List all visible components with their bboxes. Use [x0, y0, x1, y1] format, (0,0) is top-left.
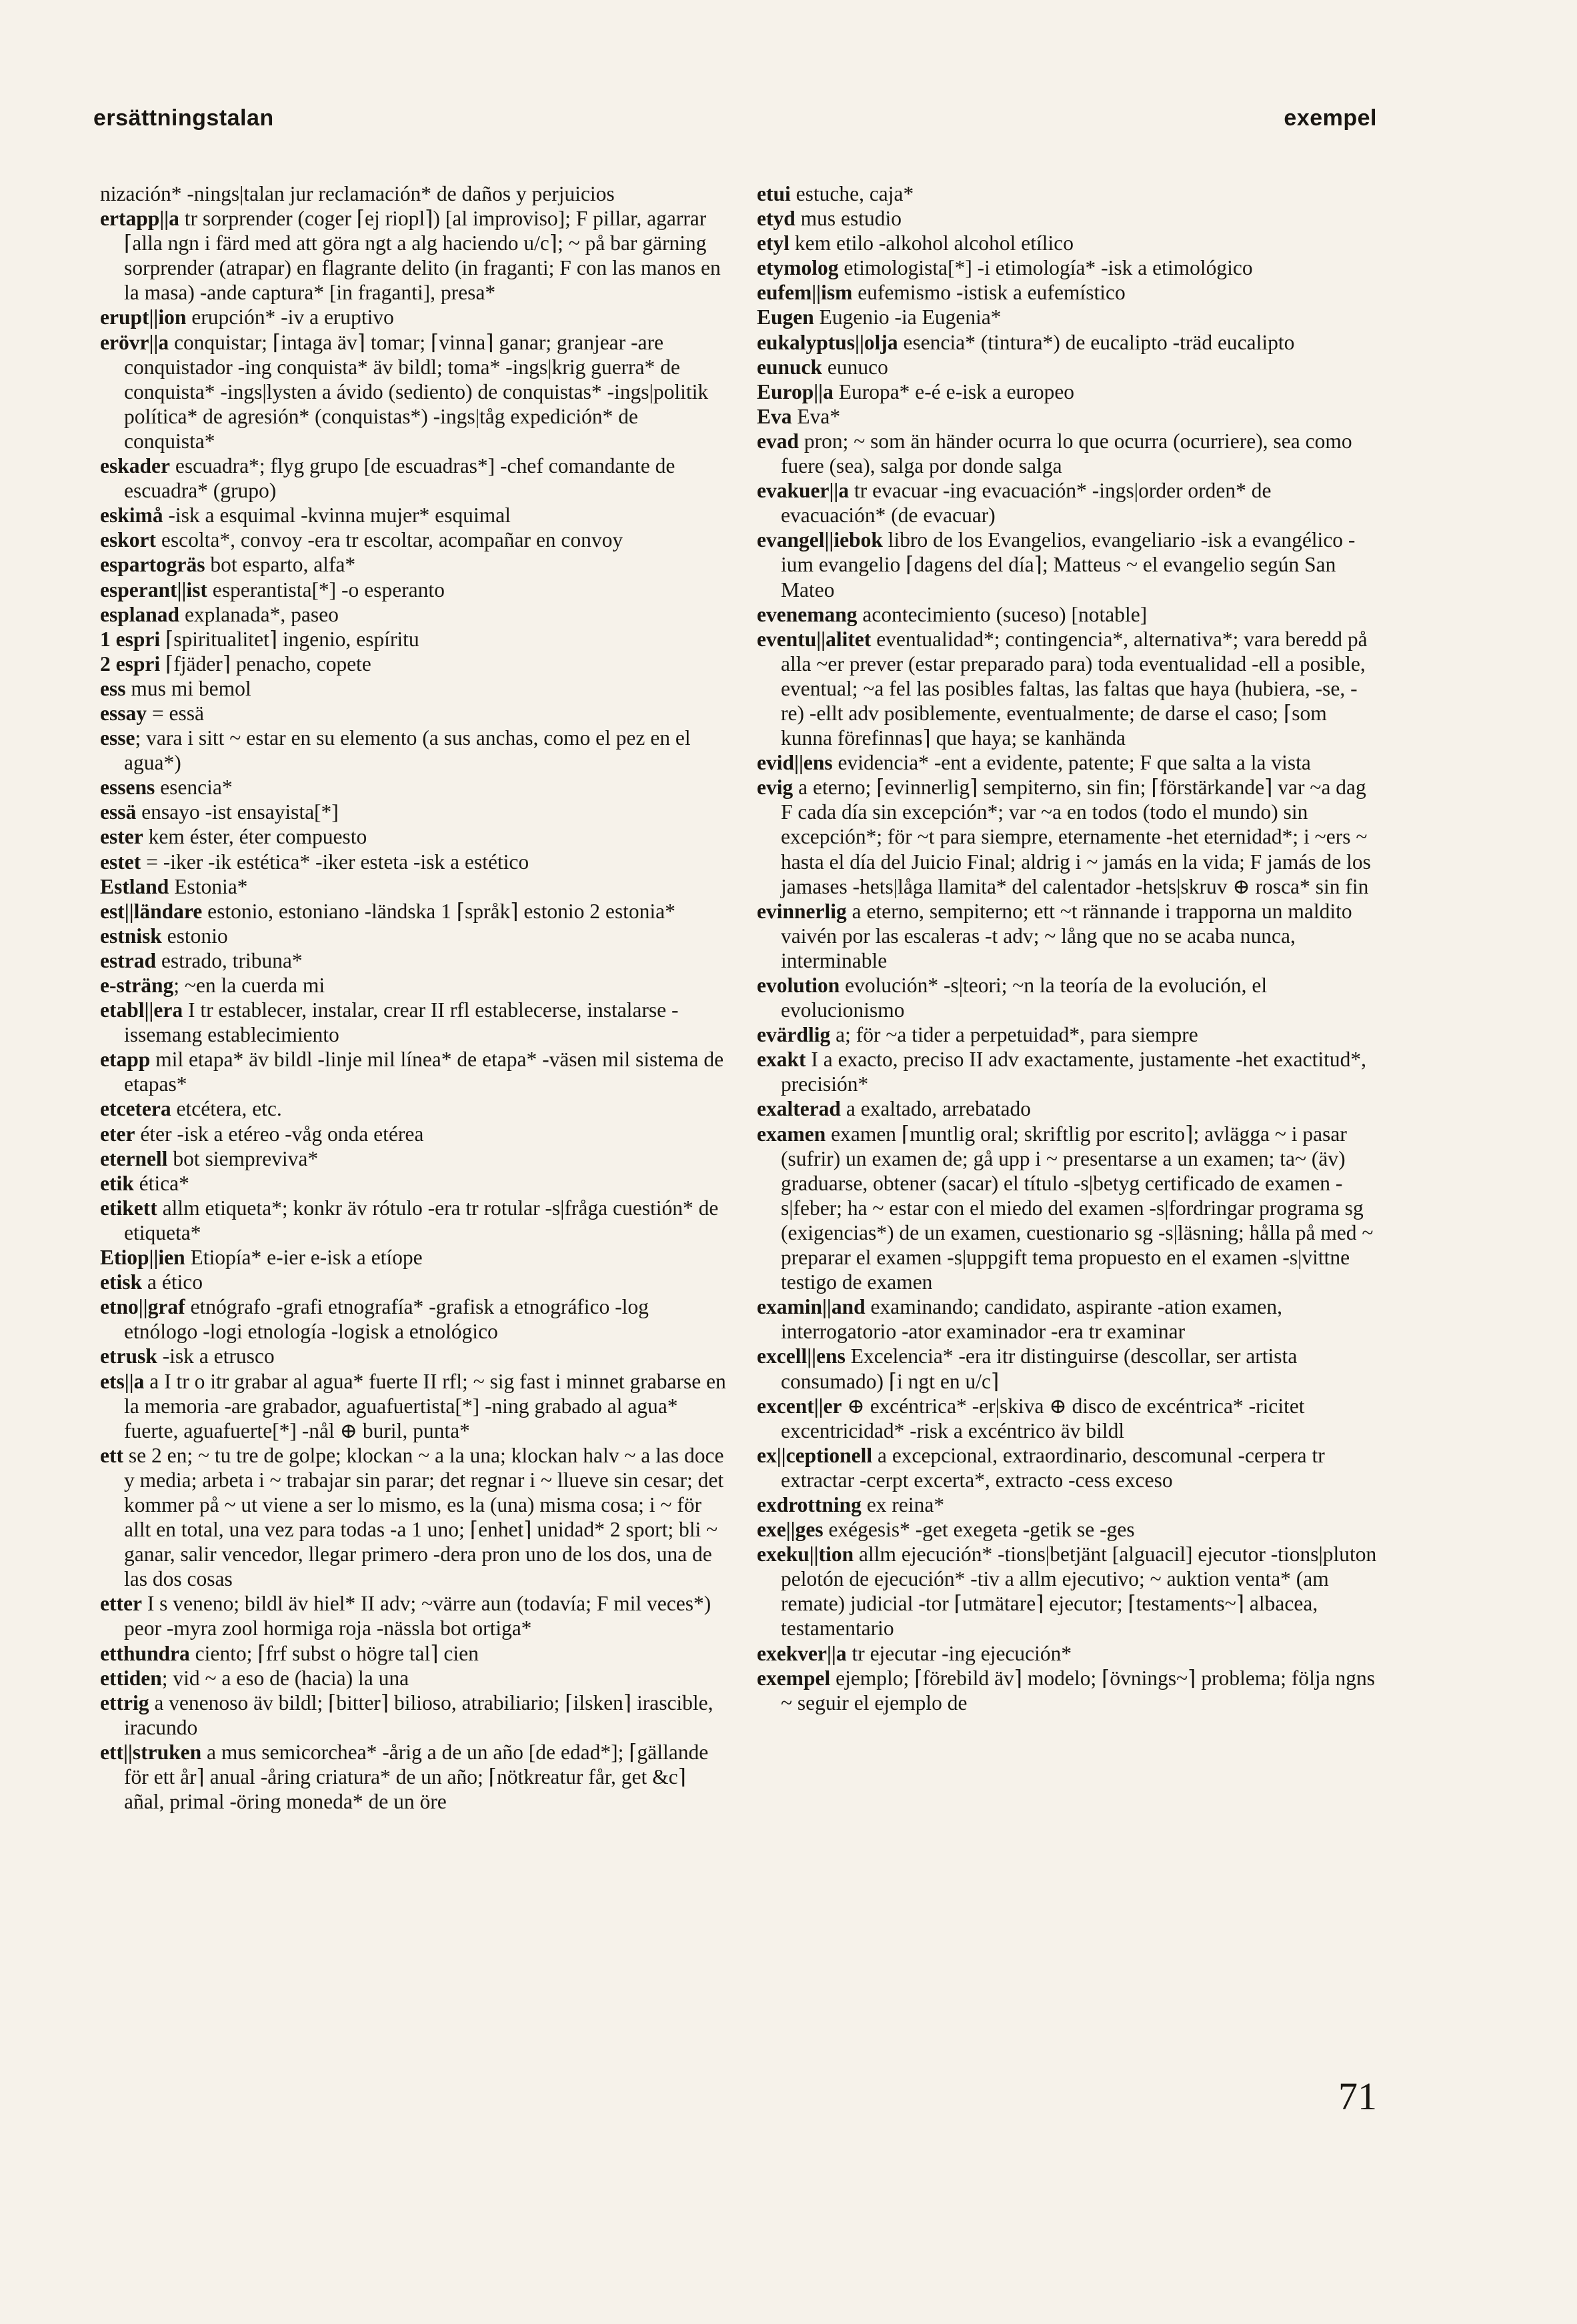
- headword: ets||a: [100, 1369, 145, 1393]
- definition: allm etiqueta*; konkr äv rótulo -era tr rotular -s|fråga cuestión* de etiqueta*: [124, 1196, 719, 1244]
- headword: estrad: [100, 948, 156, 972]
- headword: Estland: [100, 874, 169, 898]
- headword: excent||er: [757, 1394, 842, 1418]
- dictionary-entry: [757, 1517, 1380, 1542]
- left-column: [100, 181, 727, 1814]
- dictionary-entry: [100, 652, 727, 676]
- definition: = -iker -ik estética* -iker esteta -isk a estético: [141, 850, 529, 874]
- headword: evid||ens: [757, 751, 833, 775]
- definition: Excelencia* -era itr distinguirse (descollar, ser artista consumado) ⌈i ngt en u/c⌉: [781, 1344, 1298, 1393]
- definition: allm ejecución* -tions|betjänt [alguacil] ejecutor -tions|pluton pelotón de ejecución* -tiv a allm ejecutivo; ~ auktion venta* (am remate) judicial -tor ⌈utmätare⌉ ejecutor; ⌈testaments~⌉ albacea, testamentario: [781, 1542, 1377, 1640]
- headword: essens: [100, 776, 155, 800]
- definition: eventualidad*; contingencia*, alternativa*; vara beredd på alla ~er prever (estar preparado para) toda eventualidad -ell a posible, eventual; ~a fel las posibles faltas, las faltas que haya (hubiera, -se, -re) -ellt adv posiblemente, eventualmente; de darse el caso; ⌈som kunna förefinnas⌉ que haya; se kanhända: [781, 627, 1368, 750]
- headword: evig: [757, 776, 794, 800]
- headword: 2 espri: [100, 652, 161, 676]
- dictionary-entry: [757, 973, 1380, 1022]
- dictionary-entry: [100, 453, 727, 503]
- page-number: 71: [1338, 2075, 1377, 2118]
- headword: erövr||a: [100, 330, 169, 354]
- dictionary-entry: [100, 874, 727, 899]
- headword: exalterad: [757, 1097, 841, 1121]
- dictionary-entry: [100, 1146, 727, 1171]
- dictionary-entry: [757, 206, 1380, 231]
- definition: = essä: [147, 701, 204, 725]
- dictionary-entry: [757, 602, 1380, 627]
- headword: esplanad: [100, 602, 180, 626]
- dictionary-entry: [757, 1022, 1380, 1047]
- headword: essä: [100, 800, 137, 824]
- definition: a ético: [142, 1270, 203, 1294]
- definition: éter -isk a etéreo -våg onda etérea: [135, 1122, 424, 1146]
- headword: etymolog: [757, 256, 839, 280]
- headword: Etiop||ien: [100, 1246, 185, 1270]
- definition: mus mi bemol: [125, 676, 251, 700]
- definition: ; ~en la cuerda mi: [173, 974, 325, 997]
- definition: a exaltado, arrebatado: [840, 1097, 1032, 1121]
- headword: evad: [757, 429, 799, 453]
- dictionary-entry: [757, 280, 1380, 305]
- dictionary-entry: [100, 1245, 727, 1270]
- dictionary-entry: [757, 355, 1380, 379]
- dictionary-entry: [100, 701, 727, 726]
- dictionary-entry: [100, 850, 727, 874]
- headword: eskort: [100, 528, 156, 552]
- dictionary-entry: [100, 1641, 727, 1666]
- headword: Eva: [757, 404, 792, 428]
- dictionary-entry: [100, 1369, 727, 1443]
- headword: Eugen: [757, 305, 814, 329]
- headword: etter: [100, 1592, 142, 1616]
- dictionary-entry: [757, 379, 1380, 404]
- definition: esencia* (tintura*) de eucalipto -träd eucalipto: [898, 330, 1295, 354]
- dictionary-entry: [757, 1047, 1380, 1096]
- dictionary-entry: [100, 577, 727, 602]
- dictionary-entry: [100, 552, 727, 577]
- dictionary-entry: [100, 527, 727, 552]
- definition: ⌈fjäder⌉ penacho, copete: [160, 652, 371, 676]
- headword: eunuck: [757, 355, 823, 379]
- headword: espartogräs: [100, 553, 205, 577]
- definition: a mus semicorchea* -årig a de un año [de edad*]; ⌈gällande för ett år⌉ anual -åring criatura* de un año; ⌈nötkreatur får, get &c⌉ añal, primal -öring moneda* de un öre: [124, 1740, 709, 1814]
- definition: a venenoso äv bildl; ⌈bitter⌉ bilioso, atrabiliario; ⌈ilsken⌉ irascible, iracundo: [124, 1690, 713, 1739]
- dictionary-entry: [100, 1443, 727, 1592]
- headword: ettiden: [100, 1666, 162, 1690]
- definition: escuadra*; flyg grupo [de escuadras*] -chef comandante de escuadra* (grupo): [124, 454, 675, 503]
- definition: estuche, caja*: [790, 182, 914, 205]
- dictionary-entry: [100, 1122, 727, 1146]
- dictionary-entry: [100, 206, 727, 305]
- definition: Etiopía* e-ier e-isk a etíope: [185, 1246, 423, 1270]
- dictionary-entry: [100, 1047, 727, 1096]
- dictionary-entry: [100, 1690, 727, 1740]
- headword: exempel: [757, 1666, 831, 1690]
- running-head-left: ersättningstalan: [93, 105, 274, 131]
- definition: erupción* -iv a eruptivo: [186, 305, 394, 329]
- dictionary-entry: [100, 824, 727, 849]
- dictionary-entry: [757, 1542, 1380, 1640]
- definition: ciento; ⌈frf subst o högre tal⌉ cien: [189, 1641, 479, 1665]
- dictionary-entry: [100, 602, 727, 627]
- dictionary-entry: [757, 1641, 1380, 1666]
- headword: exeku||tion: [757, 1542, 854, 1566]
- definition: a I tr o itr grabar al agua* fuerte II rfl; ~ sig fast i minnet grabarse en la memoria -are grabador, aguafuertista[*] -ning grabado al agua* fuerte, aguafuerte[*] -nål ⊕ buril, punta*: [124, 1369, 726, 1442]
- definition: a eterno; ⌈evinnerlig⌉ sempiterno, sin fin; ⌈förstärkande⌉ var ~a dag F cada día sin excepción*; var ~a en todos (todo el mundo) sin excepción*; för ~t para siempre, eternamente -het eternidad*; i ~ers ~ hasta el día del Juicio Final; aldrig i ~ jamás en la vida; F jamás de los jamases -hets|låga llamita* del calentador -hets|skruv ⊕ rosca* sin fin: [781, 776, 1371, 898]
- dictionary-entry: [757, 1443, 1380, 1492]
- definition: estonio: [161, 924, 228, 948]
- headword: ettrig: [100, 1690, 149, 1714]
- dictionary-entry: [100, 998, 727, 1047]
- definition: etimologista[*] -i etimología* -isk a etimológico: [838, 256, 1253, 280]
- definition: estrado, tribuna*: [155, 948, 303, 972]
- dictionary-entry: [100, 1096, 727, 1121]
- definition: I a exacto, preciso II adv exactamente, justamente -het exactitud*, precisión*: [781, 1048, 1366, 1096]
- headword: Europ||a: [757, 379, 834, 403]
- headword: etabl||era: [100, 998, 183, 1022]
- headword: e-sträng: [100, 974, 174, 997]
- dictionary-entry: [757, 1096, 1380, 1121]
- dictionary-entry: [757, 305, 1380, 329]
- dictionary-entry: [100, 726, 727, 775]
- headword: examin||and: [757, 1295, 866, 1319]
- headword: ett: [100, 1443, 123, 1467]
- headword: ester: [100, 825, 143, 849]
- definition: Eva*: [792, 404, 841, 428]
- headword: est||ländare: [100, 899, 203, 923]
- definition: tr evacuar -ing evacuación* -ings|order orden* de evacuación* (de evacuar): [781, 479, 1272, 527]
- dictionary-entry: [757, 775, 1380, 898]
- definition: -isk a etrusco: [157, 1344, 275, 1368]
- headword: etui: [757, 182, 791, 205]
- definition: esperantista[*] -o esperanto: [207, 577, 445, 602]
- definition: a; för ~a tider a perpetuidad*, para siempre: [830, 1023, 1198, 1047]
- definition: etnógrafo -grafi etnografía* -grafisk a etnográfico -log etnólogo -logi etnología -logisk a etnológico: [124, 1295, 649, 1344]
- dictionary-entry: [100, 181, 727, 206]
- headword: eventu||alitet: [757, 627, 872, 651]
- headword: exekver||a: [757, 1641, 847, 1665]
- headword: ertapp||a: [100, 207, 179, 231]
- dictionary-entry: [757, 255, 1380, 280]
- dictionary-entry: [100, 1270, 727, 1294]
- dictionary-entry: [757, 1344, 1380, 1393]
- definition: tr ejecutar -ing ejecución*: [846, 1641, 1072, 1665]
- headword: esse: [100, 726, 135, 750]
- dictionary-entry: [100, 973, 727, 998]
- definition: ejemplo; ⌈förebild äv⌉ modelo; ⌈övnings~⌉ problema; följa ngns ~ seguir el ejemplo de: [781, 1666, 1376, 1714]
- headword: eter: [100, 1122, 135, 1146]
- definition: explanada*, paseo: [179, 602, 339, 626]
- headword: estnisk: [100, 924, 162, 948]
- definition: evidencia* -ent a evidente, patente; F que salta a la vista: [832, 751, 1311, 775]
- headword: etno||graf: [100, 1295, 185, 1319]
- dictionary-entry: [100, 924, 727, 948]
- definition: a eterno, sempiterno; ett ~t rännande i trapporna un maldito vaivén por las escaleras -t adv; ~ lång que no se acaba nunca, interminable: [781, 899, 1352, 972]
- headword: evolution: [757, 974, 840, 997]
- headword: ett||struken: [100, 1740, 202, 1764]
- definition: evolución* -s|teori; ~n la teoría de la evolución, el evolucionismo: [781, 974, 1268, 1022]
- dictionary-entry: [757, 330, 1380, 355]
- dictionary-entry: [757, 1492, 1380, 1517]
- headword: etrusk: [100, 1344, 157, 1368]
- definition: examen ⌈muntlig oral; skriftlig por escrito⌉; avlägga ~ i pasar (sufrir) un examen de; gå upp i ~ presentarse a un examen; ta~ (äv) graduarse, obtener (sacar) el título -s|betyg certificado de examen -s|feber; ha ~ estar con el miedo del examen -s|fordringar programa sg (exigencias*) de un examen, cuestionario sg -s|läsning; hålla på med ~ preparar el examen -s|uppgift tema propuesto en el examen -s|vittne testigo de examen: [781, 1122, 1374, 1294]
- dictionary-entry: [100, 775, 727, 800]
- dictionary-entry: [100, 1666, 727, 1690]
- headword: etthundra: [100, 1641, 190, 1665]
- definition: conquistar; ⌈intaga äv⌉ tomar; ⌈vinna⌉ ganar; granjear -are conquistador -ing conquista* äv bildl; toma* -ings|krig guerra* de conquista* -ings|lysten a ávido (sediento) de conquistas* -ings|politik política* de agresión* (conquistas*) -ings|tåg expedición* de conquista*: [124, 330, 709, 453]
- definition: I s veneno; bildl äv hiel* II adv; ~värre aun (todavía; F mil veces*) peor -myra zool hormiga roja -nässla bot ortiga*: [124, 1592, 711, 1640]
- headword: ex||ceptionell: [757, 1443, 873, 1467]
- definition: bot siempreviva*: [167, 1146, 319, 1170]
- dictionary-entry: [100, 627, 727, 652]
- definition: mil etapa* äv bildl -linje mil línea* de etapa* -väsen mil sistema de etapas*: [124, 1048, 724, 1096]
- definition: bot esparto, alfa*: [205, 553, 356, 577]
- definition: ⊕ excéntrica* -er|skiva ⊕ disco de excéntrica* -ricitet excentricidad* -risk a excéntrico äv bildl: [781, 1394, 1305, 1442]
- headword: esperant||ist: [100, 577, 207, 602]
- headword: eskimå: [100, 503, 163, 527]
- definition: -isk a esquimal -kvinna mujer* esquimal: [163, 503, 511, 527]
- headword: evinnerlig: [757, 899, 847, 923]
- headword: eukalyptus||olja: [757, 330, 898, 354]
- dictionary-entry: [757, 478, 1380, 527]
- headword: ess: [100, 676, 126, 700]
- dictionary-entry: [757, 429, 1380, 478]
- definition: Europa* e-é e-isk a europeo: [833, 379, 1075, 403]
- headword: etikett: [100, 1196, 157, 1220]
- dictionary-entry: [100, 1294, 727, 1344]
- headword: evakuer||a: [757, 479, 850, 503]
- definition: acontecimiento (suceso) [notable]: [857, 602, 1148, 626]
- dictionary-entry: [100, 948, 727, 973]
- definition: ; vara i sitt ~ estar en su elemento (a sus anchas, como el pez en el agua*): [124, 726, 691, 775]
- dictionary-entry: [757, 1122, 1380, 1295]
- definition: kem éster, éter compuesto: [143, 825, 367, 849]
- definition: Eugenio -ia Eugenia*: [814, 305, 1002, 329]
- definition: eunuco: [822, 355, 888, 379]
- dictionary-entry: [100, 899, 727, 924]
- definition: etcétera, etc.: [171, 1097, 282, 1121]
- dictionary-entry: [757, 527, 1380, 602]
- headword: exdrottning: [757, 1492, 862, 1516]
- definition: pron; ~ som än händer ocurra lo que ocurra (ocurriere), sea como fuere (sea), salga por donde salga: [781, 429, 1352, 478]
- definition: escolta*, convoy -era tr escoltar, acompañar en convoy: [155, 528, 623, 552]
- dictionary-entry: [757, 1394, 1380, 1443]
- dictionary-entry: [100, 503, 727, 527]
- headword: etisk: [100, 1270, 142, 1294]
- definition: ética*: [133, 1171, 189, 1195]
- headword: etik: [100, 1171, 134, 1195]
- headword: evenemang: [757, 602, 858, 626]
- definition: tr sorprender (coger ⌈ej riopl⌉) [al improviso]; F pillar, agarrar ⌈alla ngn i färd med att göra ngt a alg haciendo u/c⌉; ~ på bar gärning sorprender (atrapar) en flagrante delito (in fraganti; F con las manos en la masa) -ande captura* [in fraganti], presa*: [124, 207, 721, 305]
- dictionary-entry: [757, 181, 1380, 206]
- headword: evärdlig: [757, 1023, 831, 1047]
- definition: I tr establecer, instalar, crear II rfl establecerse, instalarse -issemang establecimiento: [124, 998, 679, 1047]
- dictionary-entry: [757, 750, 1380, 775]
- headword: etyd: [757, 207, 796, 231]
- headword: exakt: [757, 1048, 806, 1072]
- headword: excell||ens: [757, 1344, 846, 1368]
- definition: a excepcional, extraordinario, descomunal -cerpera tr extractar -cerpt excerta*, extracto -cess exceso: [781, 1443, 1325, 1492]
- dictionary-entry: [100, 800, 727, 824]
- headword: examen: [757, 1122, 826, 1146]
- definition: examinando; candidato, aspirante -ation examen, interrogatorio -ator examinador -era tr examinar: [781, 1295, 1283, 1344]
- definition: se 2 en; ~ tu tre de golpe; klockan ~ a la una; klockan halv ~ a las doce y media; arbeta i ~ trabajar sin parar; det regnar i ~ llueve sin cesar; det kommer på ~ ut viene a ser lo mismo, es la (una) misma cosa; i ~ för allt en total, una vez para todas -a 1 uno; ⌈enhet⌉ unidad* 2 sport; bli ~ ganar, salir vencedor, llegar primero -dera pron uno de los dos, una de las dos cosas: [123, 1443, 724, 1591]
- dictionary-entry: [757, 231, 1380, 255]
- headword: exe||ges: [757, 1518, 824, 1542]
- definition: ; vid ~ a eso de (hacia) la una: [161, 1666, 409, 1690]
- headword: erupt||ion: [100, 305, 187, 329]
- dictionary-entry: [100, 330, 727, 453]
- definition: Estonia*: [169, 874, 248, 898]
- definition: ensayo -ist ensayista[*]: [136, 800, 339, 824]
- headword: eskader: [100, 454, 170, 478]
- definition: exégesis* -get exegeta -getik se -ges: [823, 1518, 1135, 1542]
- definition: mus estudio: [795, 207, 902, 231]
- definition: nización* -nings|talan jur reclamación* de daños y perjuicios: [100, 182, 615, 205]
- headword: etyl: [757, 231, 790, 255]
- headword: evangel||iebok: [757, 528, 883, 552]
- dictionary-entry: [757, 404, 1380, 429]
- right-column: [757, 181, 1380, 1715]
- definition: libro de los Evangelios, evangeliario -isk a evangélico -ium evangelio ⌈dagens del día⌉; Matteus ~ el evangelio según San Mateo: [781, 528, 1356, 602]
- dictionary-entry: [757, 899, 1380, 973]
- headword: 1 espri: [100, 627, 161, 651]
- dictionary-entry: [757, 1294, 1380, 1344]
- definition: esencia*: [155, 776, 233, 800]
- dictionary-entry: [100, 1740, 727, 1814]
- definition: eufemismo -istisk a eufemístico: [852, 281, 1126, 305]
- headword: estet: [100, 850, 141, 874]
- headword: etcetera: [100, 1097, 171, 1121]
- headword: eufem||ism: [757, 281, 853, 305]
- dictionary-entry: [100, 1591, 727, 1640]
- headword: eternell: [100, 1146, 168, 1170]
- headword: essay: [100, 701, 147, 725]
- dictionary-entry: [100, 305, 727, 329]
- dictionary-entry: [100, 676, 727, 701]
- dictionary-entry: [757, 627, 1380, 750]
- definition: ⌈spiritualitet⌉ ingenio, espíritu: [160, 627, 419, 651]
- dictionary-entry: [757, 1666, 1380, 1715]
- definition: ex reina*: [861, 1492, 945, 1516]
- dictionary-entry: [100, 1344, 727, 1368]
- dictionary-entry: [100, 1171, 727, 1196]
- dictionary-entry: [100, 1196, 727, 1245]
- running-head-right: exempel: [1284, 105, 1377, 131]
- definition: estonio, estoniano -ländska 1 ⌈språk⌉ estonio 2 estonia*: [202, 899, 675, 923]
- definition: kem etilo -alkohol alcohol etílico: [789, 231, 1074, 255]
- headword: etapp: [100, 1048, 151, 1072]
